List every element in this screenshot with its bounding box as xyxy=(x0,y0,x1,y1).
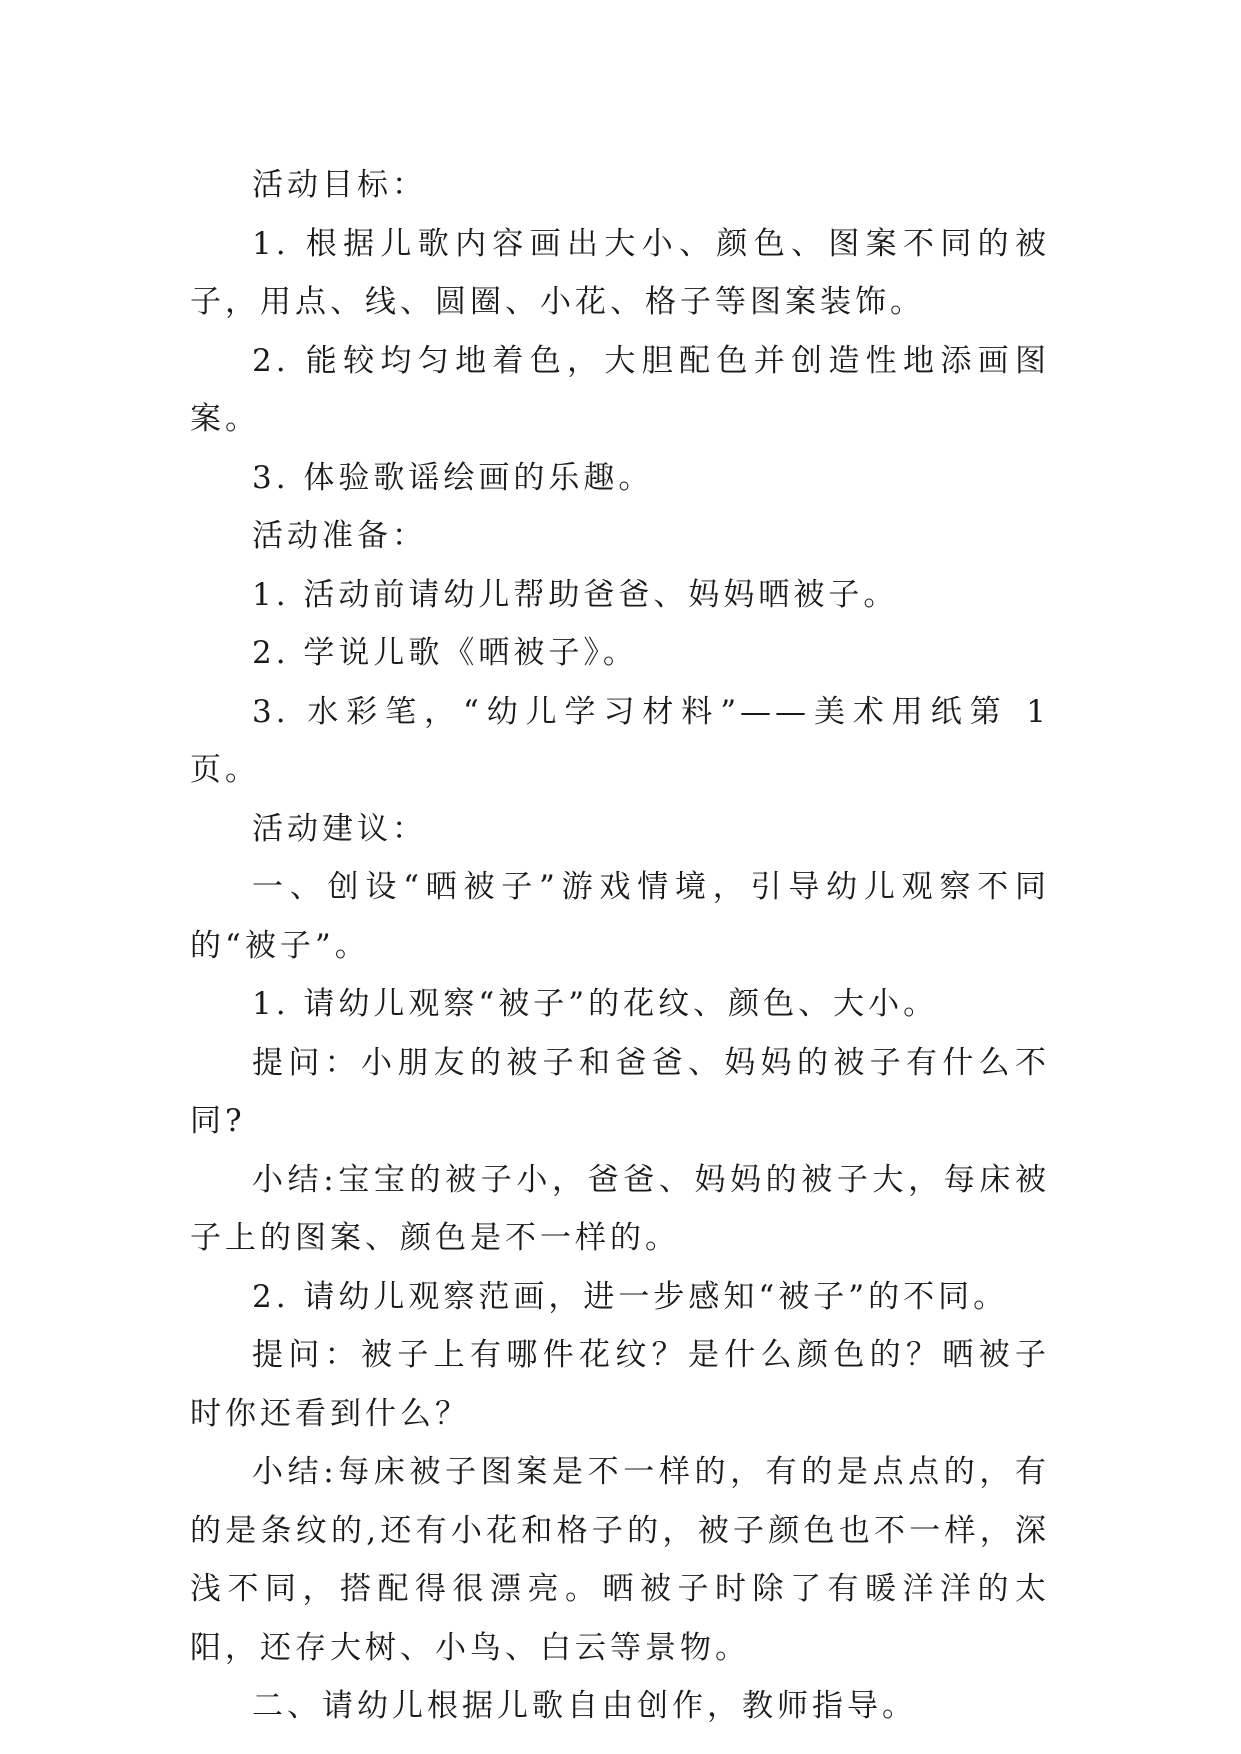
heading-activity-goals: 活动目标： xyxy=(252,167,427,203)
summary-1: 小结:宝宝的被子小，爸爸、妈妈的被子大，每床被子上的图案、颜色是不一样的。 xyxy=(190,1161,1050,1256)
question-1: 提问：小朋友的被子和爸爸、妈妈的被子有什么不同? xyxy=(190,1044,1050,1139)
heading-activity-preparation: 活动准备： xyxy=(252,518,427,554)
suggestion-item-1: 1. 请幼儿观察“被子”的花纹、颜色、大小。 xyxy=(252,986,939,1022)
goal-item-3: 3. 体验歌谣绘画的乐趣。 xyxy=(252,459,654,496)
goal-item-2: 2. 能较均匀地着色，大胆配色并创造性地添画图案。 xyxy=(190,342,1050,437)
summary-2: 小结:每床被子图案是不一样的，有的是点点的，有的是条纹的,还有小花和格子的，被子颜色也不一样，深浅不同，搭配得很漂亮。晒被子时除了有暖洋洋的太阳，还存大树、小鸟、白云等景物。 xyxy=(190,1454,1050,1666)
suggestion-section-1: 一、创设“晒被子”游戏情境，引导幼儿观察不同的“被子”。 xyxy=(190,869,1050,964)
preparation-item-3: 3. 水彩笔，“幼儿学习材料”——美术用纸第 1 页。 xyxy=(190,693,1050,788)
heading-activity-suggestions: 活动建议： xyxy=(252,810,427,847)
preparation-item-2: 2. 学说儿歌《晒被子》。 xyxy=(252,635,638,671)
suggestion-item-2: 2. 请幼儿观察范画，进一步感知“被子”的不同。 xyxy=(252,1278,1009,1315)
goal-item-1: 1. 根据儿歌内容画出大小、颜色、图案不同的被子，用点、线、圆圈、小花、格子等图案装饰。 xyxy=(190,225,1050,320)
document-body xyxy=(190,156,1050,1736)
question-2: 提问：被子上有哪件花纹？是什么颜色的？晒被子时你还看到什么？ xyxy=(190,1337,1050,1432)
suggestion-section-2: 二、请幼儿根据儿歌自由创作，教师指导。 xyxy=(252,1688,917,1724)
preparation-item-1: 1. 活动前请幼儿帮助爸爸、妈妈晒被子。 xyxy=(252,576,899,613)
